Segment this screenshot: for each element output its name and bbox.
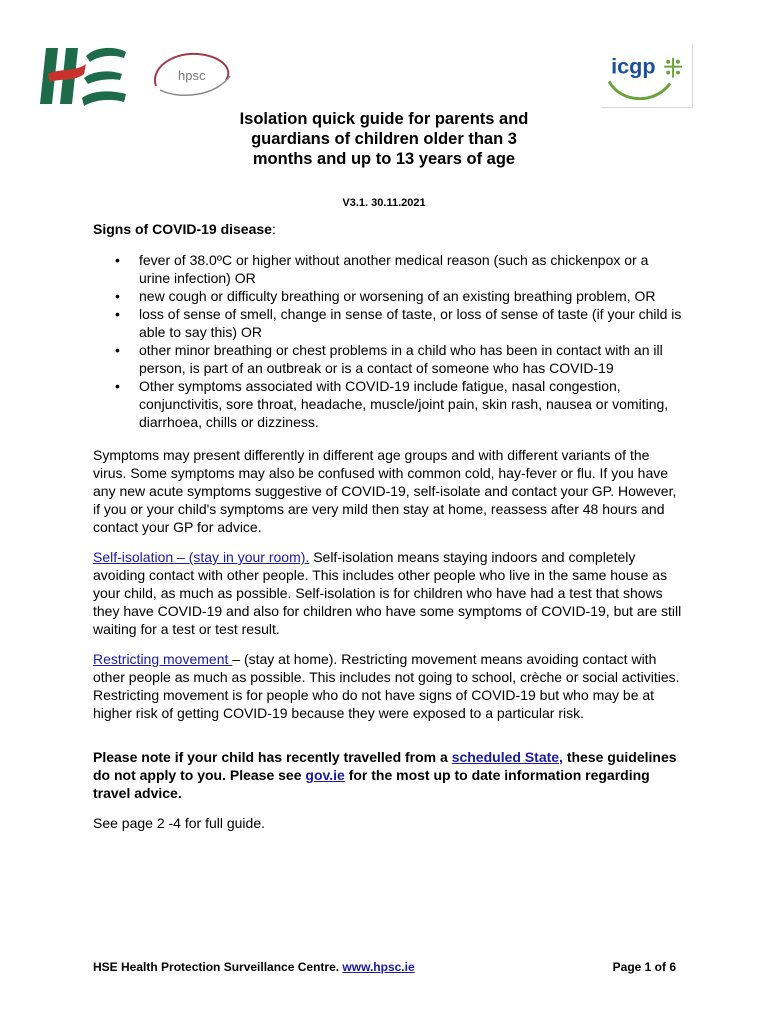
restricting-movement-link[interactable]: Restricting movement: [93, 651, 233, 667]
document-body: [93, 220, 683, 844]
version-label: V3.1. 30.11.2021: [342, 197, 426, 209]
title-line-2: guardians of children older than 3: [251, 130, 517, 148]
list-item: • other minor breathing or chest problems in a child who has been in contact with an ill person, is part of an outbreak or is a contact of someone who has COVID-19: [93, 341, 683, 377]
page-footer: [93, 960, 676, 974]
see-page-note: See page 2 -4 for full guide.: [93, 815, 266, 831]
self-isolation-paragraph: Self-isolation – (stay in your room). Self-isolation means staying indoors and completely avoiding contact with other people. This includes other people who live in the same house as your child, as much as possible. Self-isolation is for children who have had a test that shows they have COVID-19 and also for children who have some symptoms of COVID-19, but are still waiting for a test or test result.: [93, 549, 682, 637]
page-title: [184, 109, 584, 169]
page-number: Page 1 of 6: [612, 960, 676, 974]
hpsc-website-link[interactable]: www.hpsc.ie: [342, 960, 415, 974]
footer-left: HSE Health Protection Surveillance Centre. www.hpsc.ie: [93, 960, 415, 974]
svg-text:icgp: icgp: [611, 53, 656, 79]
signs-heading: Signs of COVID-19 disease:: [93, 221, 276, 237]
symptoms-paragraph: Symptoms may present differently in different age groups and with different variants of the virus. Some symptoms may also be confused with common cold, hay-fever or flu. If you have any new acute symptoms suggestive of COVID-19, self-isolate and contact your GP. However, if you or your child's symptoms are very mild then stay at home, reassess after 48 hours and contact your GP for advice.: [93, 447, 677, 535]
signs-list: [93, 251, 683, 431]
hpsc-logo: [150, 50, 234, 100]
restricting-movement-paragraph: Restricting movement – (stay at home). Restricting movement means avoiding contact with other people as much as possible. This includes not going to school, crèche or social activities. Restricting movement is for people who do not have signs of COVID-19 but who may be at higher risk of getting COVID-19 because they were exposed to a particular risk.: [93, 651, 680, 721]
list-item: • fever of 38.0ºC or higher without another medical reason (such as chickenpox or a urine infection) OR: [93, 251, 683, 287]
list-item: • loss of sense of smell, change in sense of taste, or loss of sense of taste (if your child is able to say this) OR: [93, 305, 683, 341]
gov-ie-link[interactable]: gov.ie: [305, 767, 345, 783]
scheduled-state-link[interactable]: scheduled State,: [451, 749, 563, 765]
list-item: • new cough or difficulty breathing or worsening of an existing breathing problem, OR: [93, 287, 683, 305]
title-line-1: Isolation quick guide for parents and: [239, 110, 529, 128]
icgp-logo: [601, 44, 693, 108]
list-item: • Other symptoms associated with COVID-19 include fatigue, nasal congestion, conjunctivitis, sore throat, headache, muscle/joint pain, skin rash, nausea or vomiting, diarrhoea, chills or dizziness.: [93, 377, 683, 431]
title-line-3: months and up to 13 years of age: [252, 150, 516, 168]
self-isolation-link[interactable]: Self-isolation – (stay in your room).: [93, 549, 310, 565]
hse-logo: [38, 42, 130, 110]
travel-notice: Please note if your child has recently travelled from a scheduled State, these guidelines do not apply to you. Please see gov.ie for the most up to date information regarding travel advice.: [93, 749, 677, 801]
svg-text:hpsc: hpsc: [178, 68, 206, 83]
